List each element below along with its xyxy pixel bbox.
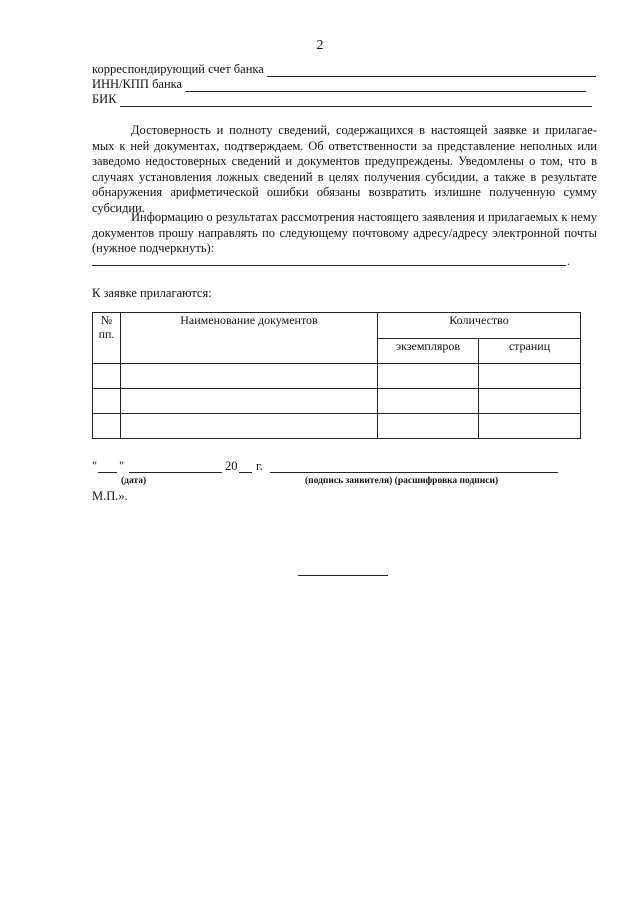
cell-copies[interactable] (378, 414, 479, 439)
cell-num[interactable] (93, 414, 121, 439)
bik-input-line[interactable] (120, 95, 592, 107)
end-divider (298, 575, 388, 576)
header-name: Наименование документов (121, 313, 378, 364)
month-input-line[interactable] (129, 459, 222, 473)
cell-pages[interactable] (479, 389, 581, 414)
stamp-place: М.П.». (92, 489, 128, 503)
bik-field (92, 92, 592, 107)
cell-pages[interactable] (479, 364, 581, 389)
cell-name[interactable] (121, 389, 378, 414)
header-num: № пп. (93, 313, 121, 364)
header-quantity: Количество (378, 313, 581, 339)
cell-name[interactable] (121, 364, 378, 389)
signature-input-line[interactable] (270, 459, 558, 473)
year-suffix: г. (256, 459, 263, 473)
inn-kpp-field (92, 77, 586, 92)
address-end-dot: . (567, 254, 570, 268)
address-input-line[interactable] (92, 265, 566, 266)
cell-copies[interactable] (378, 364, 479, 389)
attachments-table (92, 312, 581, 439)
cell-copies[interactable] (378, 389, 479, 414)
year-prefix: 20 (225, 459, 238, 473)
table-row (93, 389, 581, 414)
corr-account-label: корреспондирующий счет банка (92, 62, 264, 76)
signature-caption: (подпись заявителя) (расшифровка подписи) (305, 476, 499, 486)
day-input-line[interactable] (98, 459, 117, 473)
bik-label: БИК (92, 92, 117, 106)
notification-paragraph: Информацию о результатах рассмотрения настоящего заявления и прилагаемых к нему документов прошу направлять по следующему почтовому адресу/адресу электронной почты (нужное подчеркнуть): (92, 210, 597, 256)
year-input-line[interactable] (239, 459, 252, 473)
declaration-line1: Достоверность и полноту сведений, содержащихся в настоящей заявке и прилагае- (131, 123, 597, 137)
attachments-label: К заявке прилагаются: (92, 286, 212, 300)
cell-pages[interactable] (479, 414, 581, 439)
date-quote-close: " (119, 459, 125, 473)
corr-account-field (92, 62, 596, 77)
header-copies: экземпляров (378, 339, 479, 364)
inn-kpp-label: ИНН/КПП банка (92, 77, 183, 91)
date-caption: (дата) (121, 476, 147, 486)
corr-account-input-line[interactable] (267, 65, 596, 77)
table-row (93, 364, 581, 389)
table-row (93, 414, 581, 439)
signature-line (92, 459, 562, 477)
cell-name[interactable] (121, 414, 378, 439)
cell-num[interactable] (93, 364, 121, 389)
cell-num[interactable] (93, 389, 121, 414)
page-number: 2 (316, 38, 324, 53)
declaration-rest: мых к ней документах, подтверждаем. Об ответственности за представление неполных или заведомо недостоверных сведений и документов предупреждены. Уведомлены о том, что в случаях установления ложных сведений в целях получения субсидии, а также в результате обнаружения арифметической ошибки обязаны возвратить излишне полученную сумму субсидии. (92, 138, 597, 215)
declaration-paragraph (92, 123, 597, 217)
date-quote-open: " (92, 459, 98, 473)
header-pages: страниц (479, 339, 581, 364)
inn-kpp-input-line[interactable] (185, 80, 586, 92)
